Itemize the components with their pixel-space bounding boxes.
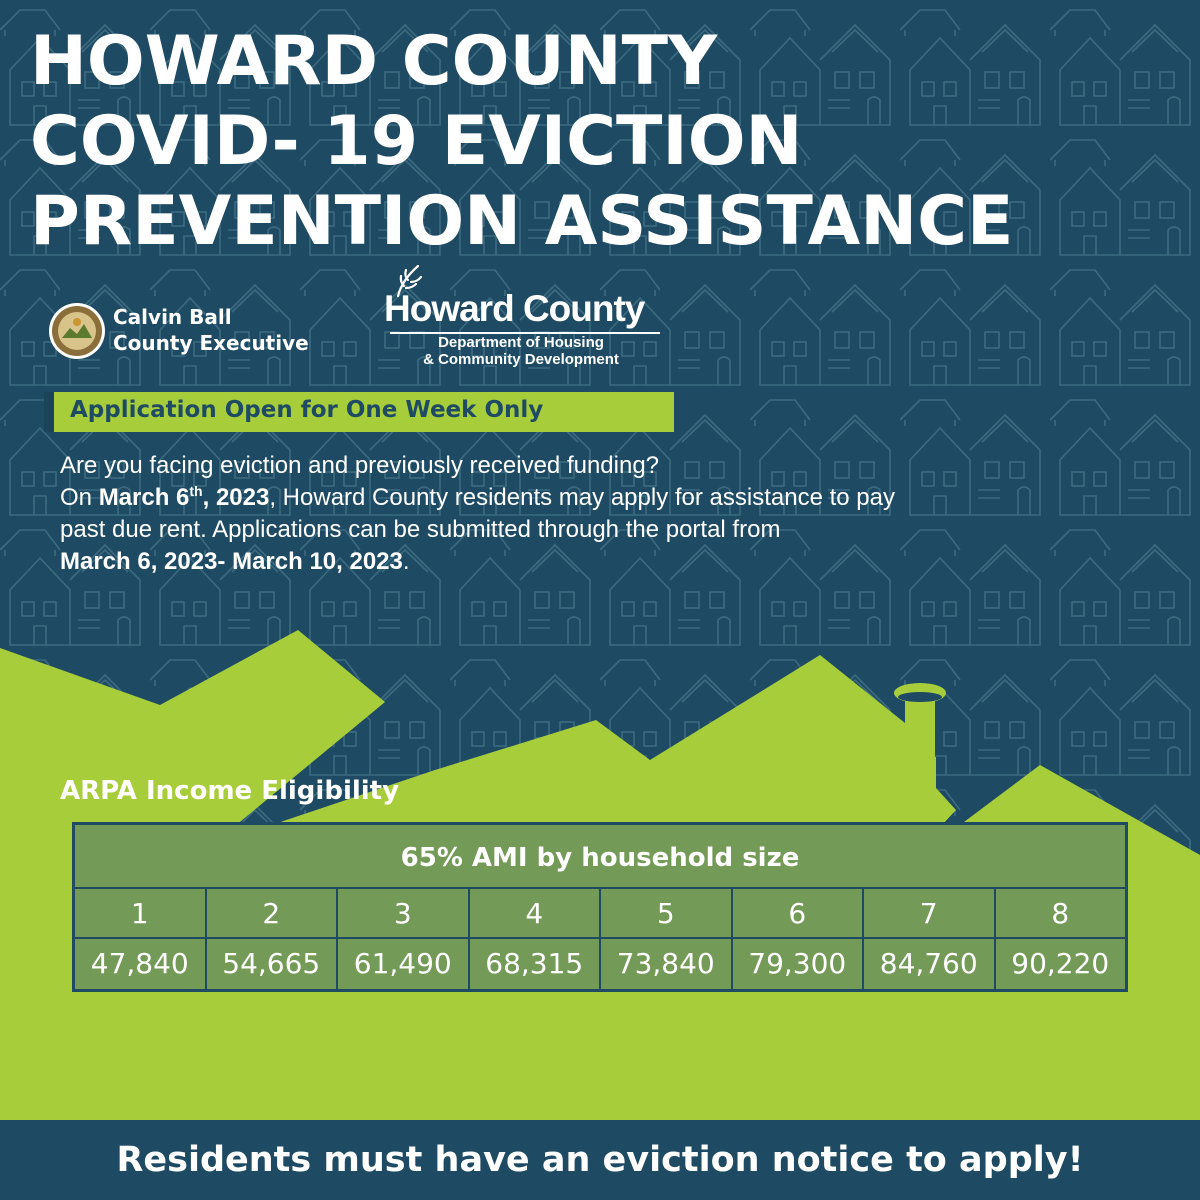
eviction-notice-requirement: Residents must have an eviction notice to apply! [116, 1140, 1084, 1180]
date-line-prefix: On [60, 484, 99, 511]
date-line-suffix: , Howard County residents may apply for assistance to pay [269, 484, 895, 511]
household-size-row [75, 889, 1125, 939]
announcement-date-line [60, 482, 1150, 514]
household-size-cell: 5 [601, 889, 733, 937]
household-size-cell: 2 [207, 889, 339, 937]
household-size-cell: 8 [1051, 897, 1070, 930]
title-line-1: HOWARD COUNTY [30, 22, 718, 101]
eligibility-heading: ARPA Income Eligibility [60, 776, 400, 806]
table-title: 65% AMI by household size [75, 825, 1125, 889]
announcement-range-line [60, 546, 1150, 578]
income-limit-cell: 61,490 [338, 939, 470, 989]
household-size-cell: 1 [75, 889, 207, 937]
executive-role: County Executive [113, 331, 309, 355]
announcement-question: Are you facing eviction and previously received funding? [60, 452, 660, 479]
income-eligibility-table [72, 822, 1128, 992]
announcement-portal-line: past due rent. Applications can be submitted through the portal from [60, 516, 781, 543]
title-line-3: PREVENTION ASSISTANCE [30, 182, 1014, 261]
household-size-cell: 6 [733, 889, 865, 937]
income-limit-cell: 68,315 [470, 939, 602, 989]
household-size-cell: 4 [470, 889, 602, 937]
income-limit-cell: 47,840 [75, 939, 207, 989]
income-limit-cell: 90,220 [1011, 947, 1110, 980]
banner-label: Application Open for One Week Only [70, 397, 544, 423]
income-limit-cell: 54,665 [207, 939, 339, 989]
open-date-suffix: th [189, 483, 203, 499]
range-line-end: . [402, 548, 410, 575]
county-executive-block [113, 304, 309, 356]
title-line-2: COVID- 19 EVICTION [30, 102, 803, 181]
income-limit-row [75, 939, 1125, 989]
open-date: March 6 [98, 484, 190, 511]
footer-bar [0, 1120, 1200, 1200]
department-line-1: Department of Housing [438, 334, 604, 351]
application-date-range: March 6, 2023- March 10, 2023 [60, 548, 403, 575]
income-limit-cell: 79,300 [733, 939, 865, 989]
executive-name: Calvin Ball [113, 305, 232, 329]
page-title [30, 22, 1180, 262]
application-open-banner [44, 392, 674, 432]
income-limit-cell: 84,760 [864, 939, 996, 989]
department-name [384, 334, 658, 368]
income-limit-cell: 73,840 [601, 939, 733, 989]
household-size-cell: 7 [864, 889, 996, 937]
open-date-year: , 2023 [202, 484, 270, 511]
department-logo-name: Howard County [384, 288, 645, 329]
county-seal-icon [48, 302, 106, 360]
howard-county-logo [384, 262, 674, 372]
announcement-text [60, 450, 1150, 578]
department-line-2: & Community Development [423, 351, 619, 368]
household-size-cell: 3 [338, 889, 470, 937]
